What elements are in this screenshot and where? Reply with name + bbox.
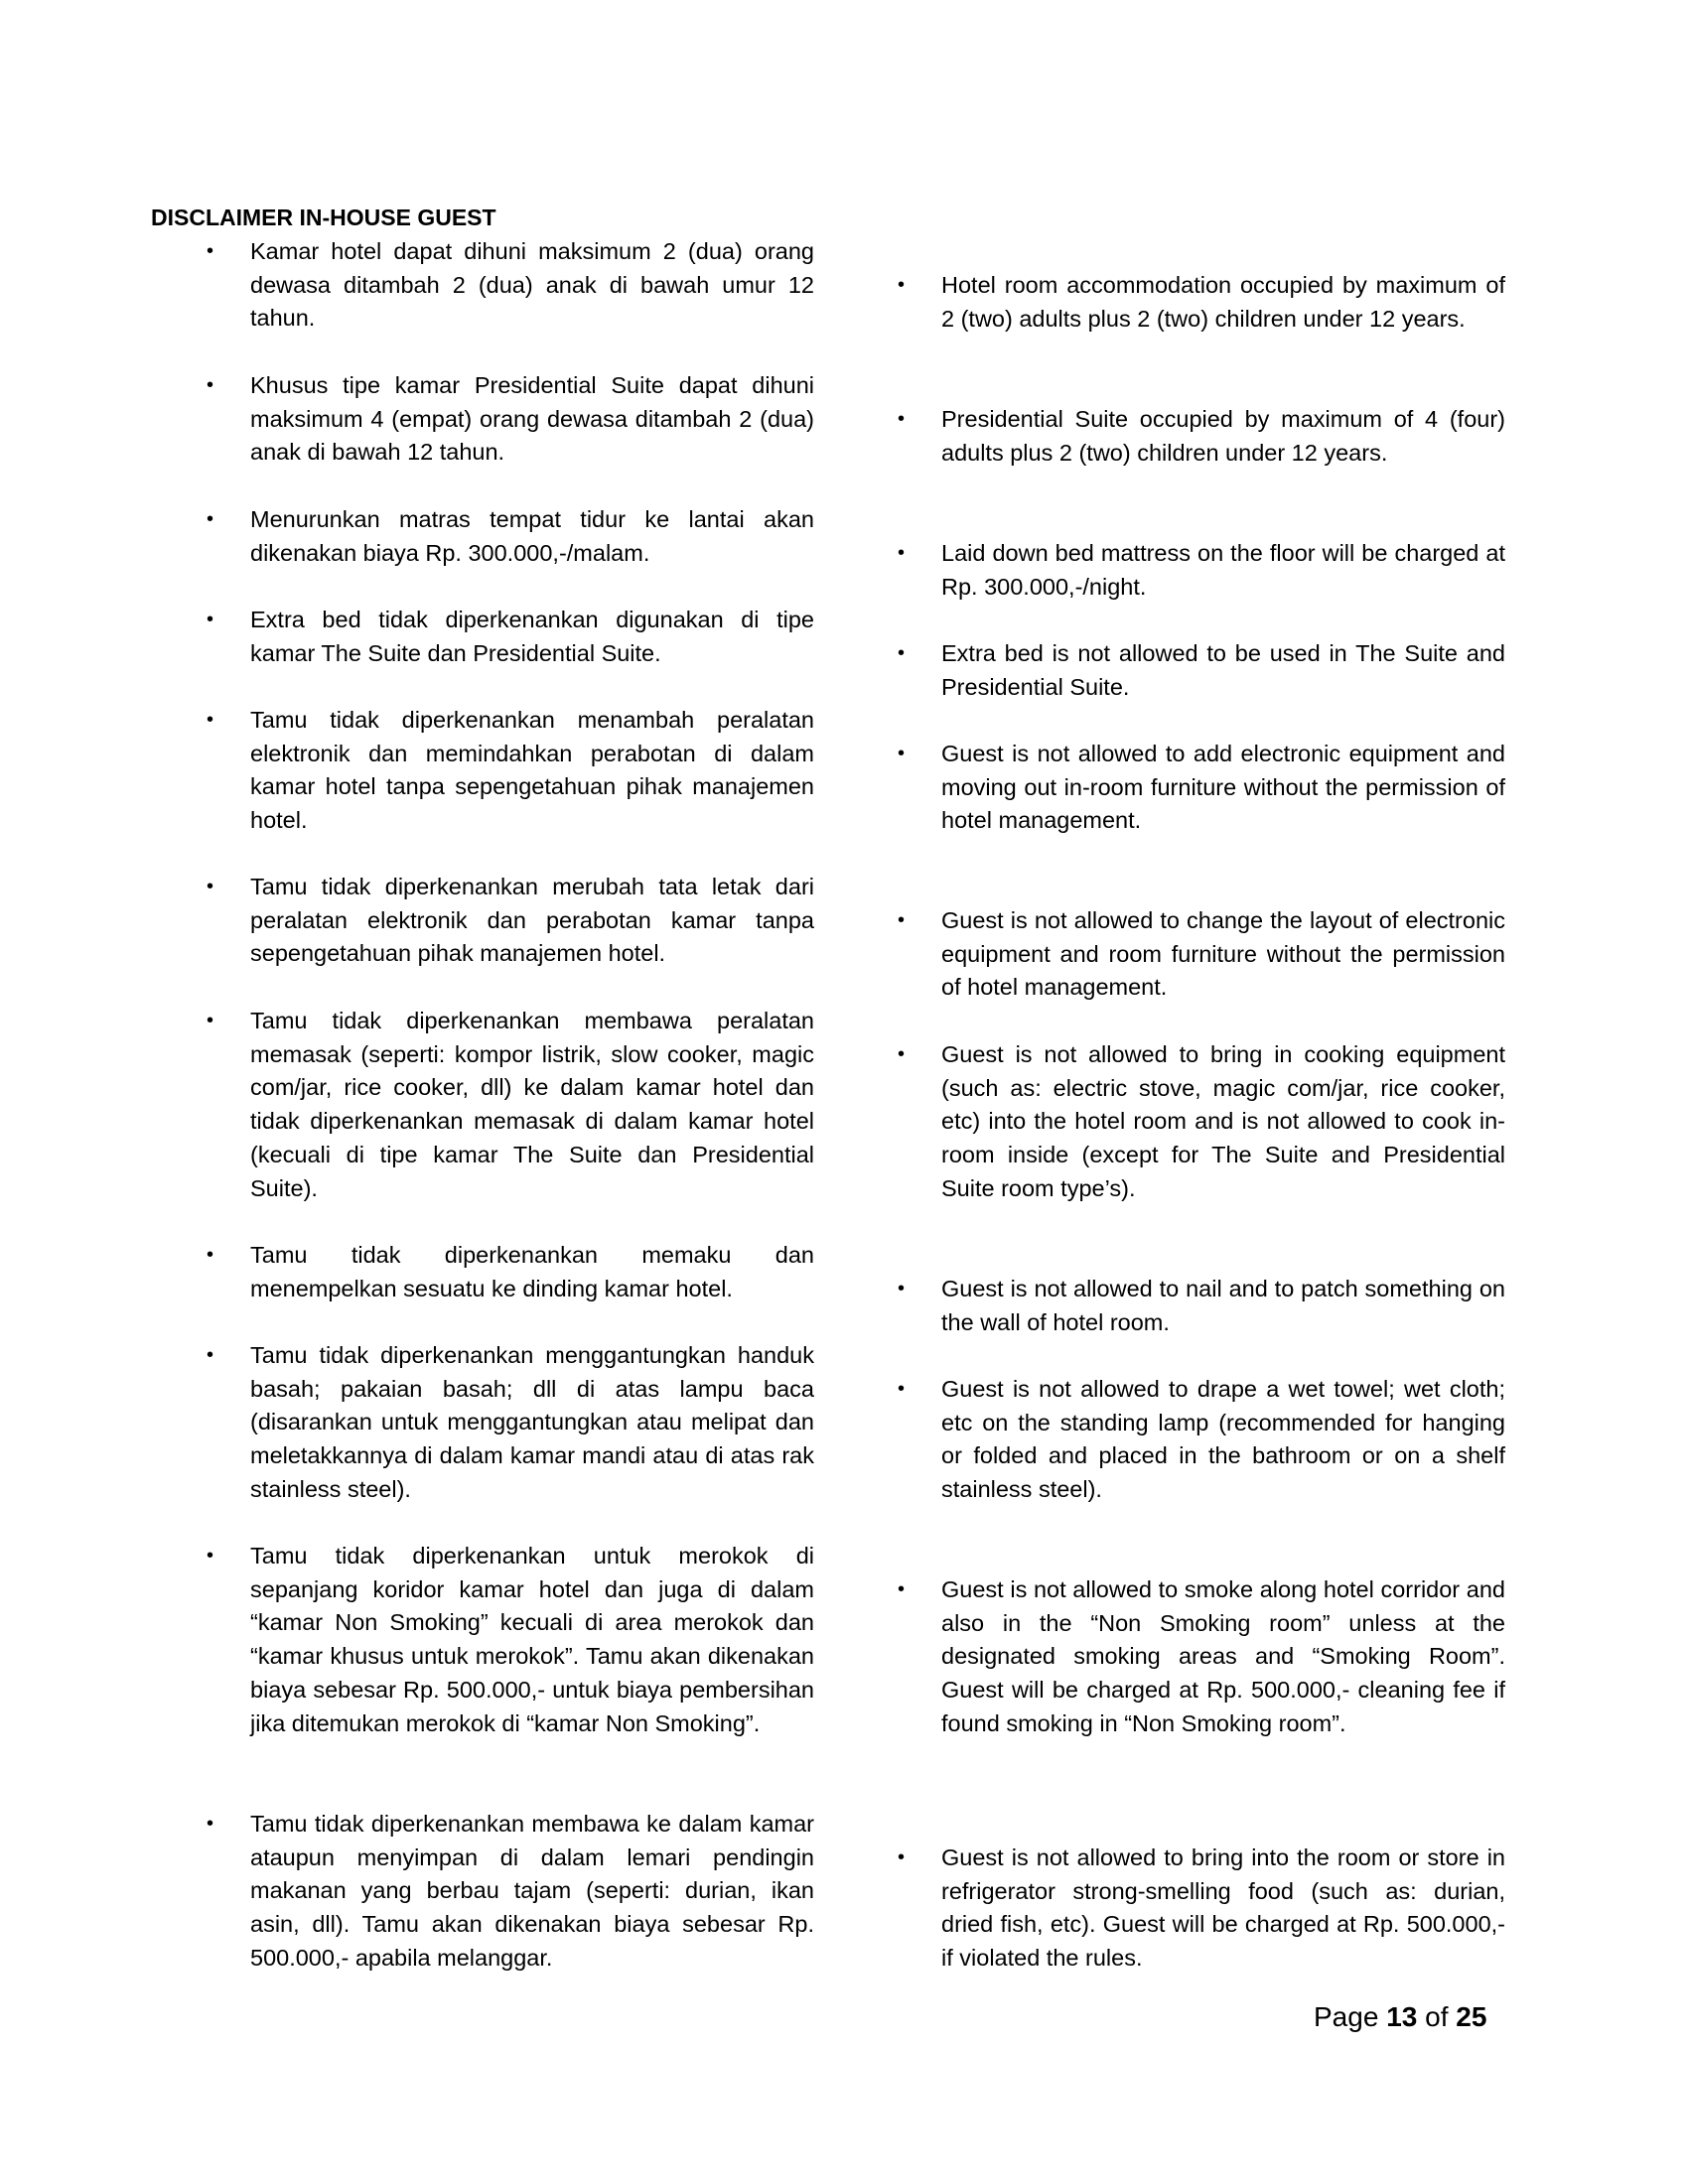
item-text: Extra bed is not allowed to be used in The Suite and Presidential Suite. xyxy=(941,640,1505,700)
list-item xyxy=(207,503,814,570)
item-text: Guest is not allowed to add electronic equipment and moving out in-room furniture without the permission of hotel management. xyxy=(941,741,1505,834)
list-item xyxy=(898,1842,1505,1976)
item-text: Tamu tidak diperkenankan memaku dan menempelkan sesuatu ke dinding kamar hotel. xyxy=(250,1242,814,1301)
bullet-icon: • xyxy=(207,240,214,262)
item-text: Tamu tidak diperkenankan menambah peralatan elektronik dan memindahkan perabotan di dalam kamar hotel tanpa sepengetahuan pihak manajemen hotel. xyxy=(250,707,814,834)
bullet-icon: • xyxy=(898,408,906,430)
bullet-icon: • xyxy=(207,876,214,897)
item-text: Kamar hotel dapat dihuni maksimum 2 (dua) orang dewasa ditambah 2 (dua) anak di bawah umur 12 tahun. xyxy=(250,238,814,332)
list-item xyxy=(898,904,1505,1005)
bullet-icon: • xyxy=(207,1813,214,1835)
bullet-icon: • xyxy=(207,508,214,530)
list-item xyxy=(898,637,1505,704)
list-item xyxy=(207,369,814,470)
bullet-icon: • xyxy=(898,642,906,664)
list-item xyxy=(207,235,814,336)
list-item xyxy=(898,269,1505,336)
item-text: Hotel room accommodation occupied by maximum of 2 (two) adults plus 2 (two) children under 12 years. xyxy=(941,272,1505,332)
item-text: Khusus tipe kamar Presidential Suite dapat dihuni maksimum 4 (empat) orang dewasa ditambah 2 (dua) anak di bawah 12 tahun. xyxy=(250,372,814,466)
bullet-icon: • xyxy=(898,1043,906,1065)
list-item xyxy=(898,1573,1505,1741)
bullet-icon: • xyxy=(207,1010,214,1031)
bullet-icon: • xyxy=(207,709,214,731)
item-text: Tamu tidak diperkenankan membawa peralatan memasak (seperti: kompor listrik, slow cooker, magic com/jar, rice cooker, dll) ke dalam kamar hotel dan tidak diperkenankan memasak di dalam kamar hotel (kecuali di tipe kamar The Suite dan Presidential Suite). xyxy=(250,1008,814,1201)
list-item xyxy=(207,1540,814,1740)
list-item xyxy=(207,1808,814,1976)
item-text: Guest is not allowed to smoke along hotel corridor and also in the “Non Smoking room” unless at the designated smoking areas and “Smoking Room”. Guest will be charged at Rp. 500.000,- cleaning fee if found smoking in “Non Smoking room”. xyxy=(941,1576,1505,1736)
total-pages: 25 xyxy=(1456,2001,1487,2032)
bullet-icon: • xyxy=(898,1378,906,1400)
item-text: Guest is not allowed to nail and to patch something on the wall of hotel room. xyxy=(941,1276,1505,1335)
list-item xyxy=(207,604,814,670)
list-item xyxy=(207,1239,814,1305)
bullet-icon: • xyxy=(898,743,906,764)
item-text: Guest is not allowed to bring in cooking equipment (such as: electric stove, magic com/jar, rice cooker, etc) into the hotel room and is not allowed to cook in-room inside (except for The Suite and Presidential Suite room type’s). xyxy=(941,1041,1505,1201)
page-label: Page xyxy=(1314,2001,1379,2032)
list-item xyxy=(207,1339,814,1507)
list-item xyxy=(207,704,814,838)
item-text: Guest is not allowed to bring into the room or store in refrigerator strong-smelling food (such as: durian, dried fish, etc). Guest will be charged at Rp. 500.000,- if violated the rules. xyxy=(941,1844,1505,1972)
bullet-icon: • xyxy=(207,609,214,630)
current-page: 13 xyxy=(1386,2001,1418,2032)
bullet-icon: • xyxy=(898,542,906,564)
item-text: Guest is not allowed to drape a wet towel; wet cloth; etc on the standing lamp (recommended for hanging or folded and placed in the bathroom or on a shelf stainless steel). xyxy=(941,1376,1505,1503)
item-text: Tamu tidak diperkenankan untuk merokok di sepanjang koridor kamar hotel dan juga di dalam “kamar Non Smoking” kecuali di area merokok dan “kamar khusus untuk merokok”. Tamu akan dikenakan biaya sebesar Rp. 500.000,- untuk biaya pembersihan jika ditemukan merokok di “kamar Non Smoking”. xyxy=(250,1543,814,1736)
list-item xyxy=(207,1005,814,1205)
list-item xyxy=(207,871,814,971)
bullet-icon: • xyxy=(898,909,906,931)
item-text: Extra bed tidak diperkenankan digunakan di tipe kamar The Suite dan Presidential Suite. xyxy=(250,607,814,666)
bullet-icon: • xyxy=(207,1545,214,1567)
item-text: Tamu tidak diperkenankan merubah tata letak dari peralatan elektronik dan perabotan kamar tanpa sepengetahuan pihak manajemen hotel. xyxy=(250,874,814,967)
bullet-icon: • xyxy=(207,1244,214,1266)
document-heading: DISCLAIMER IN-HOUSE GUEST xyxy=(151,205,496,230)
item-text: Presidential Suite occupied by maximum of 4 (four) adults plus 2 (two) children under 12 years. xyxy=(941,406,1505,466)
of-label: of xyxy=(1425,2001,1449,2032)
bullet-icon: • xyxy=(898,274,906,296)
list-item xyxy=(898,537,1505,604)
bullet-icon: • xyxy=(898,1578,906,1600)
bullet-icon: • xyxy=(898,1278,906,1299)
bullet-icon: • xyxy=(207,374,214,396)
list-item xyxy=(898,1038,1505,1206)
item-text: Tamu tidak diperkenankan menggantungkan handuk basah; pakaian basah; dll di atas lampu baca (disarankan untuk menggantungkan atau melipat dan meletakkannya di dalam kamar mandi atau di atas rak stainless steel). xyxy=(250,1342,814,1502)
list-item xyxy=(898,738,1505,838)
list-item xyxy=(898,1373,1505,1507)
list-item xyxy=(898,403,1505,470)
item-text: Guest is not allowed to change the layout of electronic equipment and room furniture without the permission of hotel management. xyxy=(941,907,1505,1001)
item-text: Tamu tidak diperkenankan membawa ke dalam kamar ataupun menyimpan di dalam lemari pendingin makanan yang berbau tajam (seperti: durian, ikan asin, dll). Tamu akan dikenakan biaya sebesar Rp. 500.000,- apabila melanggar. xyxy=(250,1811,814,1971)
bullet-icon: • xyxy=(898,1846,906,1868)
item-text: Laid down bed mattress on the floor will be charged at Rp. 300.000,-/night. xyxy=(941,540,1505,600)
bullet-icon: • xyxy=(207,1344,214,1366)
item-text: Menurunkan matras tempat tidur ke lantai akan dikenakan biaya Rp. 300.000,-/malam. xyxy=(250,506,814,566)
list-item xyxy=(898,1273,1505,1339)
page-number xyxy=(1314,1997,1486,2037)
